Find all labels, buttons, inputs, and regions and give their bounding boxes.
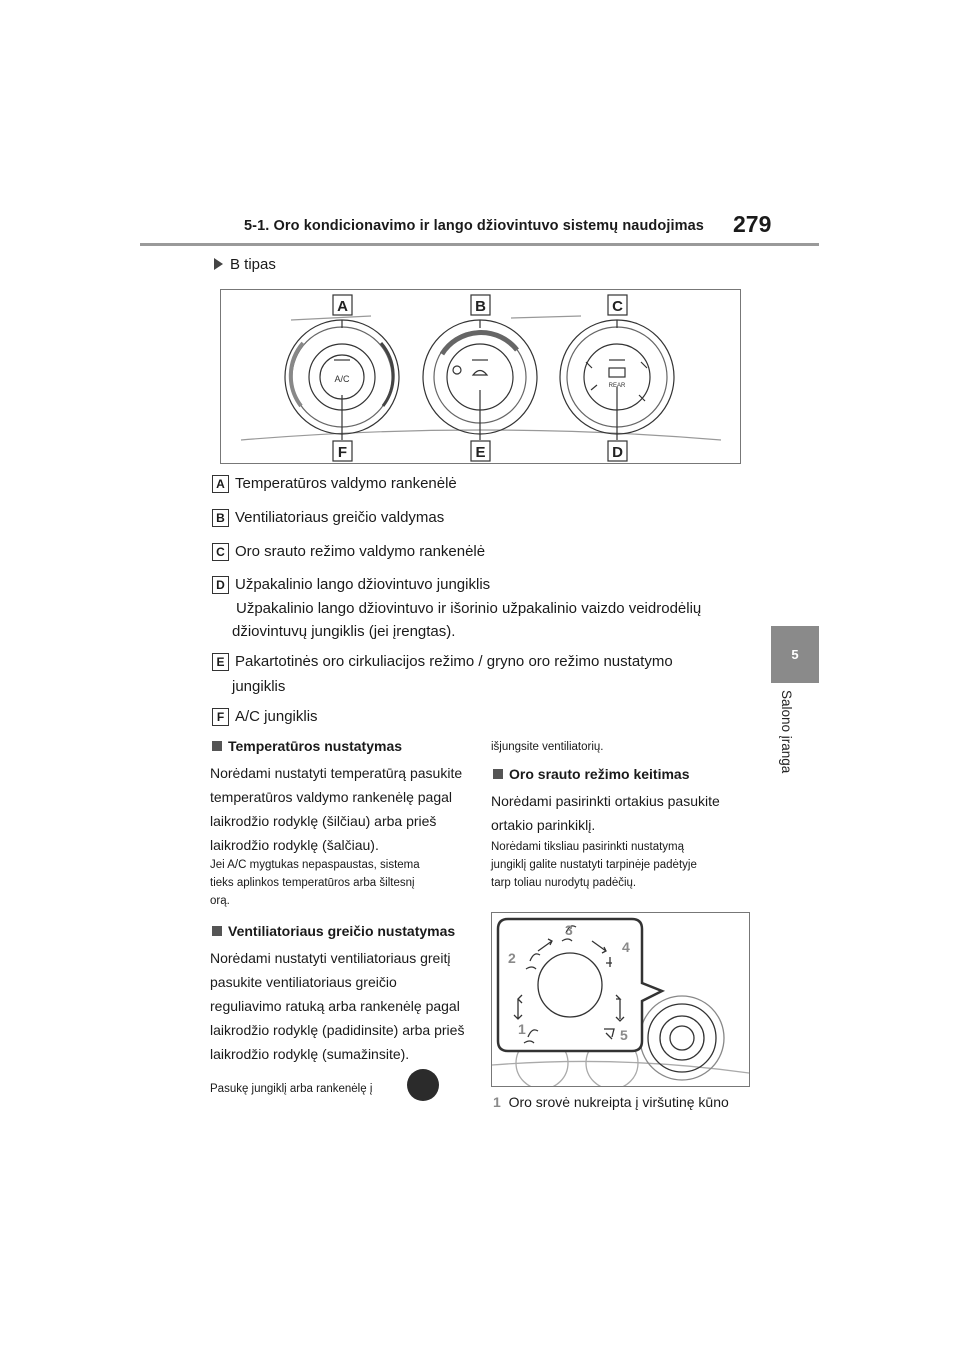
section-title: 5-1. Oro kondicionavimo ir lango džiovintuvo sistemų naudojimas: [244, 218, 704, 234]
variant-label: [214, 256, 276, 273]
mode-note-line: tarp toliau nurodytų padėčių.: [491, 877, 637, 889]
callout-e: E: [475, 444, 486, 461]
mode-note-line: jungiklį galite nustatyti tarpinėje padėtyje: [491, 859, 697, 871]
fan-body-line: Norėdami nustatyti ventiliatoriaus greitį: [210, 950, 451, 966]
mode-item-number: 1: [493, 1094, 501, 1110]
ac-knob-label: A/C: [334, 374, 350, 384]
fan-section-heading: [212, 923, 455, 939]
fan-off-icon: [407, 1069, 439, 1101]
legend-letter-b: B: [212, 509, 229, 527]
chapter-number: 5: [791, 647, 799, 662]
mode-body: [491, 789, 720, 837]
legend-letter-c: C: [212, 543, 229, 561]
legend-text-b: Ventiliatoriaus greičio valdymas: [235, 509, 445, 526]
control-panel-illustration: [221, 290, 740, 463]
callout-a: A: [337, 298, 348, 315]
legend-text-a: Temperatūros valdymo rankenėlė: [235, 475, 457, 492]
legend-item-d: [212, 574, 490, 596]
rear-knob-label: REAR: [608, 383, 626, 389]
page-number: 279: [733, 211, 772, 237]
fan-heading-text: Ventiliatoriaus greičio nustatymas: [228, 923, 456, 939]
square-bullet-icon: [212, 741, 222, 751]
fan-body-line: pasukite ventiliatoriaus greičio: [210, 974, 397, 990]
temp-body: [210, 761, 462, 857]
triangle-bullet-icon: [214, 258, 223, 270]
legend-item-e: [212, 651, 673, 673]
mode-position-1: 1: [518, 1021, 526, 1037]
temp-note-line: tieks aplinkos temperatūros arba šiltesnį: [210, 877, 415, 889]
legend-letter-d: D: [212, 576, 229, 594]
legend-e-continuation: jungiklis: [232, 678, 286, 695]
legend-item-c: [212, 541, 485, 563]
callout-d: D: [612, 444, 623, 461]
chapter-title: Salono įranga: [779, 690, 794, 774]
header-divider: [140, 243, 819, 246]
mode-position-4: 4: [622, 939, 630, 955]
mode-position-5: 5: [620, 1027, 628, 1043]
temp-heading-text: Temperatūros nustatymas: [228, 738, 403, 754]
legend-text-c: Oro srauto režimo valdymo rankenėlė: [235, 543, 486, 560]
legend-letter-f: F: [212, 708, 229, 726]
temp-section-heading: [212, 738, 402, 754]
square-bullet-icon: [212, 926, 222, 936]
mode-note: [491, 838, 697, 892]
fan-note-continuation: išjungsite ventiliatorių.: [491, 741, 604, 753]
mode-item-text: Oro srovė nukreipta į viršutinę kūno: [508, 1094, 729, 1110]
legend-text-f: A/C jungiklis: [235, 708, 318, 725]
legend-d-note-2: džiovintuvų jungiklis (jei įrengtas).: [232, 623, 456, 640]
fan-body-line: laikrodžio rodyklę (padidinsite) arba prieš: [210, 1022, 465, 1038]
legend-text-e: Pakartotinės oro cirkuliacijos režimo / gryno oro režimo nustatymo: [235, 653, 673, 670]
control-panel-figure: [220, 289, 741, 464]
mode-dial-illustration: [492, 913, 749, 1086]
temp-body-line: laikrodžio rodyklę (šalčiau).: [210, 837, 379, 853]
mode-body-line: ortakio parinkiklį.: [491, 817, 596, 833]
mode-body-line: Norėdami pasirinkti ortakius pasukite: [491, 793, 720, 809]
legend-text-d: Užpakalinio lango džiovintuvo jungiklis: [235, 576, 491, 593]
chapter-tab[interactable]: [771, 626, 819, 683]
mode-heading-text: Oro srauto režimo keitimas: [509, 766, 690, 782]
mode-dial-figure: [491, 912, 750, 1087]
legend-item-a: [212, 473, 457, 495]
fan-body-line: laikrodžio rodyklę (sumažinsite).: [210, 1046, 410, 1062]
temp-body-line: Norėdami nustatyti temperatūrą pasukite: [210, 765, 463, 781]
fan-body: [210, 946, 464, 1066]
temp-note-line: orą.: [210, 895, 230, 907]
temp-note-line: Jei A/C mygtukas nepaspaustas, sistema: [210, 859, 420, 871]
mode-position-2: 2: [508, 950, 516, 966]
square-bullet-icon: [493, 769, 503, 779]
callout-f: F: [337, 444, 348, 461]
mode-note-line: Norėdami tiksliau pasirinkti nustatymą: [491, 841, 685, 853]
temp-body-line: temperatūros valdymo rankenėlę pagal: [210, 789, 453, 805]
legend-item-b: [212, 507, 444, 529]
legend-item-f: [212, 706, 318, 728]
legend-d-note-1: Užpakalinio lango džiovintuvo ir išorinio užpakalinio vaizdo veidrodėlių: [236, 600, 702, 617]
legend-letter-e: E: [212, 653, 229, 671]
mode-position-3: 3: [565, 922, 573, 938]
variant-text: B tipas: [230, 256, 276, 273]
callout-b: B: [475, 298, 486, 315]
temp-note: [210, 856, 420, 910]
temp-body-line: laikrodžio rodyklę (šilčiau) arba prieš: [210, 813, 437, 829]
mode-item-1: [493, 1090, 729, 1114]
fan-note: Pasukę jungiklį arba rankenėlę į: [210, 1083, 373, 1095]
legend-letter-a: A: [212, 475, 229, 493]
fan-body-line: reguliavimo ratuką arba rankenėlę pagal: [210, 998, 460, 1014]
mode-section-heading: [493, 766, 690, 782]
callout-c: C: [612, 298, 623, 315]
